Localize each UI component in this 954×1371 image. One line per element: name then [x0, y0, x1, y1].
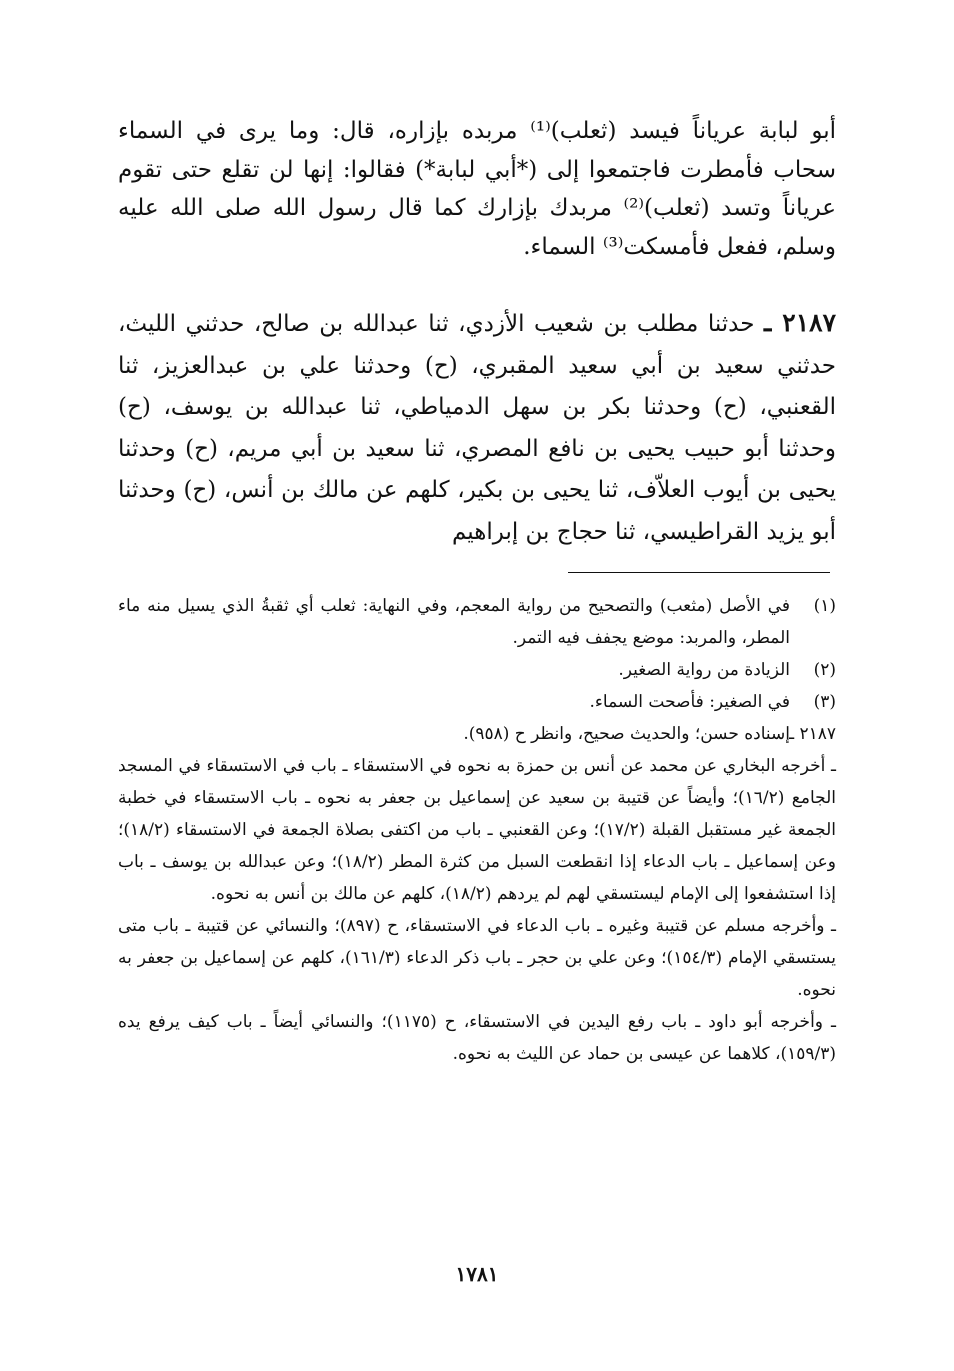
takhrij-continuation	[118, 750, 836, 1070]
footnote-mark: (٢)	[813, 660, 836, 680]
hadith-paragraph	[118, 302, 836, 553]
footnotes-section	[118, 590, 836, 1070]
footnote-divider	[568, 572, 830, 573]
footnote-3	[118, 686, 836, 718]
footnote-text: الزيادة من رواية الصغير.	[618, 660, 790, 680]
footnote-text: في الصغير: فأصحت السماء.	[589, 692, 790, 712]
footnote-1	[118, 590, 836, 654]
footnote-mark: (١)	[813, 596, 836, 616]
footnote-text: في الأصل (مثعب) والتصحيح من رواية المعجم، وفي النهاية: ثعلب أي ثقبةُ الذي يسيل منه ماء المطر، والمربد: موضع يجفف فيه التمر.	[118, 596, 790, 648]
main-text-continuation	[118, 112, 836, 266]
hadith-number: ٢١٨٧ ـ	[764, 308, 837, 337]
takhrij-lead: إسناده حسن؛ والحديث صحيح، وانظر ح (٩٥٨).	[463, 724, 790, 744]
takhrij-body	[118, 718, 790, 750]
takhrij-paragraphs	[118, 750, 836, 1070]
footnote-2	[118, 654, 836, 686]
page-number: ١٧٨١	[455, 1262, 499, 1286]
takhrij-paragraph: ـ أخرجه البخاري عن محمد عن أنس بن حمزة به نحوه في الاستسقاء ـ باب في الاستسقاء في المسجد الجامع (١٦/٢)؛ وأيضاً عن قتيبة بن سعيد عن إسماعيل بن جعفر به نحوه ـ باب الاستسقاء في خطبة الجمعة غير مستقبل القبلة (١٧/٢)؛ وعن القعنبي ـ باب من اكتفى بصلاة الجمعة في الاستسقاء (١٨/٢)؛ وعن إسماعيل ـ باب الدعاء إذا انقطعت السبل من كثرة المطر (١٨/٢)؛ وعن عبدالله بن يوسف ـ باب إذا استشفعوا إلى الإمام ليستسقي لهم لم يردهم (١٨/٢)، كلهم عن مالك بن أنس به نحوه.	[118, 756, 836, 904]
takhrij-paragraph: ـ وأخرجه أبو داود ـ باب رفع اليدين في الاستسقاء، ح (١١٧٥)؛ والنسائي أيضاً ـ باب كيف يرفع يده (١٥٩/٣)، كلاهما عن عيسى بن حماد عن الليث به نحوه.	[118, 1012, 836, 1064]
continuation-paragraph: أبو لبابة عرياناً فيسد (ثعلب)⁽¹⁾ مربده بإزاره، قال: وما يرى في السماء سحاب فأمطرت فاجتمعوا إلى (*أبي لبابة*) فقالوا: إنها لن تقلع حتى تقوم عرياناً وتسد (ثعلب)⁽²⁾ مربدك بإزارك كما قال رسول الله صلى الله عليه وسلم، ففعل فأمسكت⁽³⁾ السماء.	[118, 118, 837, 260]
hadith-text: حدثنا مطلب بن شعيب الأزدي، ثنا عبدالله بن صالح، حدثني الليث، حدثني سعيد بن أبي سعيد المقبري، (ح) وحدثنا علي بن عبدالعزيز، ثنا القعنبي، (ح) وحدثنا بكر بن سهل الدمياطي، ثنا عبدالله بن يوسف، (ح) وحدثنا أبو حبيب يحيى بن نافع المصري، ثنا سعيد بن أبي مريم، (ح) وحدثنا يحيى بن أيوب العلاّف، ثنا يحيى بن بكير، كلهم عن مالك بن أنس، (ح) وحدثنا أبو يزيد القراطيسي، ثنا حجاج بن إبراهيم	[118, 311, 836, 545]
takhrij-mark: ٢١٨٧ ـ	[789, 724, 836, 744]
takhrij-note	[118, 718, 836, 750]
takhrij-paragraph: ـ وأخرجه مسلم عن قتيبة وغيره ـ باب الدعاء في الاستسقاء، ح (٨٩٧)؛ والنسائي عن قتيبة ـ باب متى يستسقي الإمام (١٥٤/٣)؛ وعن علي بن حجر ـ باب ذكر الدعاء (١٦١/٣)، كلهم عن إسماعيل بن جعفر به نحوه.	[118, 916, 837, 1000]
footnote-mark: (٣)	[813, 692, 836, 712]
